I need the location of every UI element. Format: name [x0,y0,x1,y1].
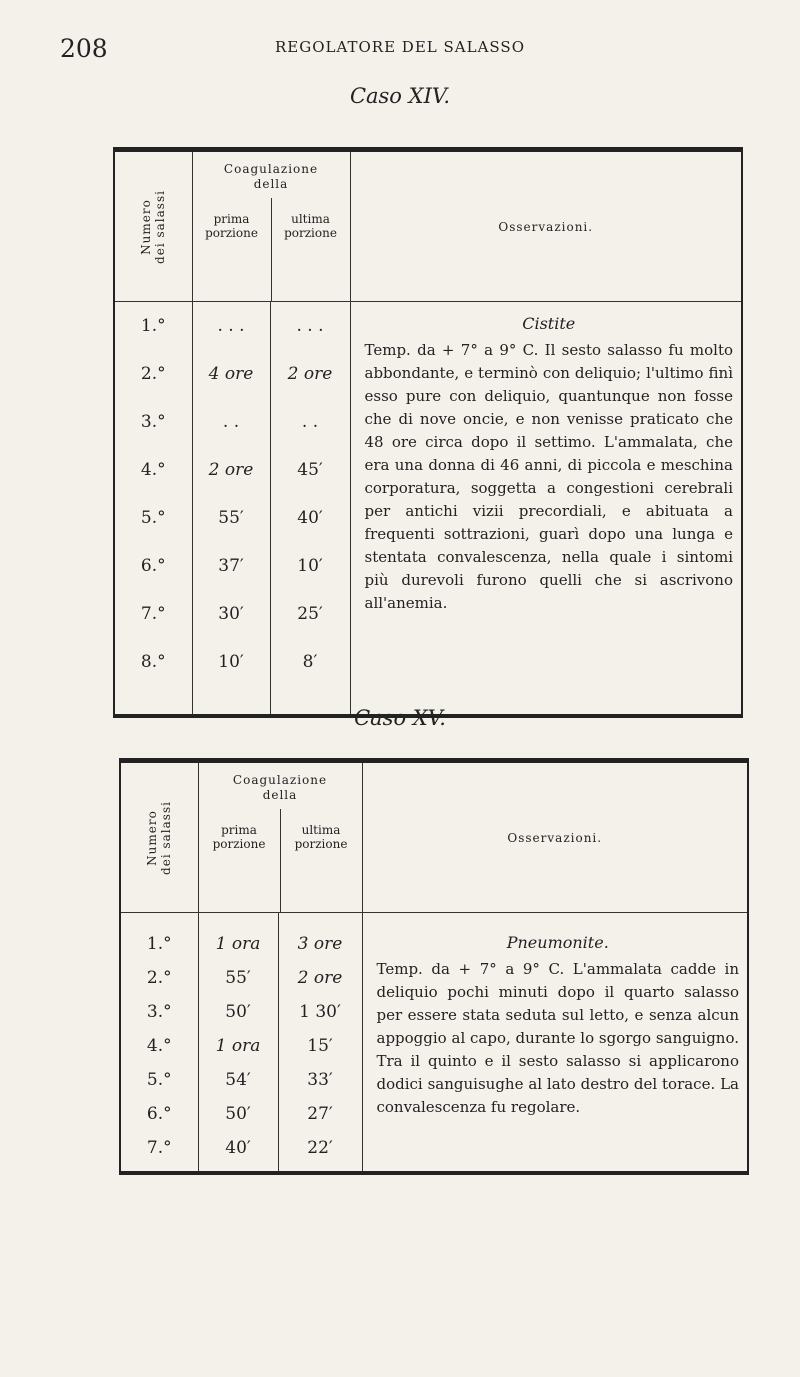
prima-value: 10′ [218,652,244,672]
header-prima-porzione: prima porzione [193,198,272,301]
prima-value: 54′ [225,1070,251,1090]
header-della: della [262,788,298,802]
prima-value: 30′ [218,604,244,624]
header-ultima-porzione: ultima porzione [284,212,337,240]
ultima-value: 25′ [297,604,323,624]
ultima-value: 8′ [302,652,318,672]
row-number: 6.° [140,556,166,576]
ultima-value: 40′ [297,508,323,528]
case-14-prima [192,302,270,716]
row-number: 6.° [146,1104,172,1124]
header-della: della [253,177,289,191]
prima-value: 55′ [218,508,244,528]
header-ultima-porzione: ultima porzione [294,823,348,851]
header-dei-salassi: dei salassi [159,800,174,875]
case-15-title: Caso XV. [354,706,446,730]
prima-value: 2 ore [208,460,254,480]
ultima-value: 3 ore [297,934,343,954]
header-numero-label: Numero [139,198,154,255]
prima-value: 1 ora [215,1036,261,1056]
page-number: 208 [60,34,108,63]
case-14-observation-text: Temp. da + 7° a 9° C. Il sesto salasso fu molto abbondante, e terminò con deliquio; l'ultimo finì esso pure con deliquio, quantunque non fosse che di nove oncie, e non venisse praticato che 48 ore circa dopo il settimo. L'ammalata, che era una donna di 46 anni, di piccola e meschina corporatura, soggetta a congestioni cerebrali per antichi vizii precordiali, e abituata a frequenti sottrazioni, guarì dopo una lunga e stentata convalescenza, nella quale i sintomi più durevoli furono quelli che si ascrivono all'anemia. [364,341,733,612]
prima-value: . . . [217,316,245,336]
case-15-diagnosis: Pneumonite. [506,933,609,952]
ultima-value: 22′ [307,1138,333,1158]
row-number: 2.° [146,968,172,988]
row-number: 5.° [140,508,166,528]
prima-value: 50′ [225,1002,251,1022]
ultima-value: 27′ [307,1104,333,1124]
header-numero-label: Numero [145,809,160,866]
row-number: 7.° [140,604,166,624]
case-15-table [119,758,749,1175]
row-number: 3.° [140,412,166,432]
row-number: 1.° [146,934,172,954]
ultima-value: 33′ [307,1070,333,1090]
row-number: 2.° [140,364,166,384]
case-15-prima [198,913,278,1173]
ultima-value: . . . [296,316,324,336]
ultima-value: . . [301,412,319,432]
running-head: REGOLATORE DEL SALASSO [274,38,525,56]
header-coagulazione [192,150,350,302]
header-osservazioni: Osservazioni. [350,150,742,302]
header-osservazioni: Osservazioni. [362,761,748,913]
prima-value: 1 ora [215,934,261,954]
prima-value: 50′ [225,1104,251,1124]
ultima-value: 10′ [297,556,323,576]
prima-value: 55′ [225,968,251,988]
header-numero [114,150,192,302]
ultima-value: 45′ [297,460,323,480]
row-number: 1.° [140,316,166,336]
case-15-ultima [278,913,362,1173]
header-coagulazione [198,761,362,913]
header-coagulazione-label: Coagulazione [232,773,328,787]
case-14-ultima [270,302,350,716]
case-14-title: Caso XIV. [349,84,451,108]
header-numero [120,761,198,913]
prima-value: 37′ [218,556,244,576]
prima-value: . . [222,412,240,432]
row-number: 7.° [146,1138,172,1158]
case-15-numbers [120,913,198,1173]
case-14-numbers [114,302,192,716]
case-14-diagnosis: Cistite [522,314,576,333]
row-number: 4.° [140,460,166,480]
row-number: 5.° [146,1070,172,1090]
header-coagulazione-label: Coagulazione [223,162,319,176]
ultima-value: 15′ [307,1036,333,1056]
header-dei-salassi: dei salassi [153,189,168,264]
prima-value: 4 ore [208,364,254,384]
prima-value: 40′ [225,1138,251,1158]
ultima-value: 2 ore [297,968,343,988]
case-14-table [113,147,743,718]
row-number: 4.° [146,1036,172,1056]
case-15-observation-text: Temp. da + 7° a 9° C. L'ammalata cadde in deliquio pochi minuti dopo il quarto salasso per essere stata seduta sul letto, e senza alcun appoggio al capo, durante lo sgorgo sanguigno. Tra il quinto e il sesto salasso si applicarono dodici sanguisughe al lato destro del torace. La convalescenza fu regolare. [376,960,739,1116]
case-14-observations [350,302,742,716]
row-number: 8.° [140,652,166,672]
case-15-observations [362,913,748,1173]
ultima-value: 2 ore [287,364,333,384]
ultima-value: 1 30′ [299,1002,341,1022]
row-number: 3.° [146,1002,172,1022]
header-prima-porzione: prima porzione [199,809,281,912]
